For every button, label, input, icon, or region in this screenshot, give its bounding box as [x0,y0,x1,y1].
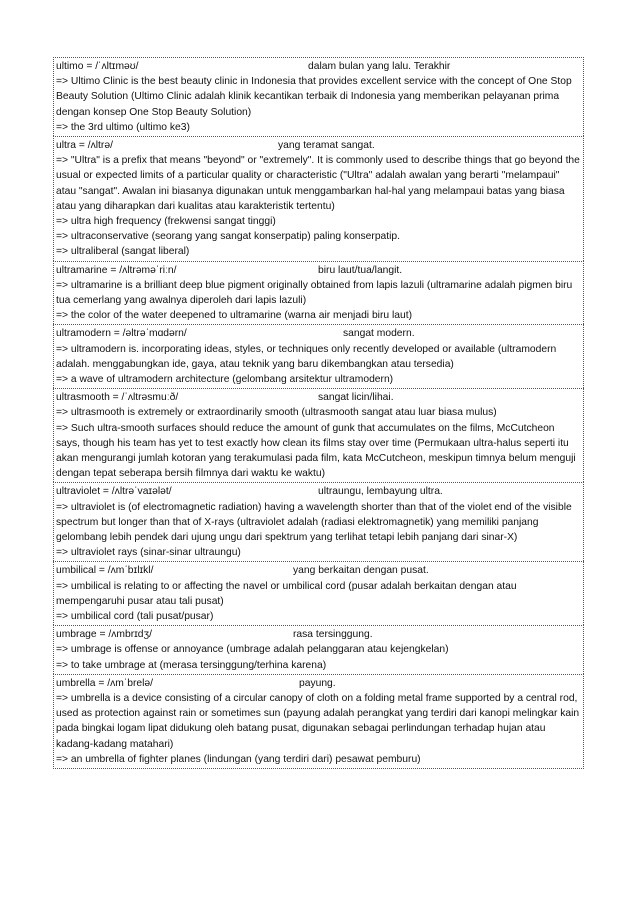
example-line: => ultramarine is a brilliant deep blue pigment originally obtained from lapis lazuli (ultramarine adalah pigmen biru tua cemerlang yang awalnya diperoleh dari lapis lazuli) [56,279,573,306]
headword: ultramarine = /ʌltrəməˈriːn/ [56,264,177,276]
example-line: => to take umbrage at (merasa tersinggung/terhina karena) [56,659,327,671]
headword: ultimo = /ˈʌltɪməʊ/ [56,61,139,72]
example-line: => ultra high frequency (frekwensi sangat tinggi) [56,216,276,227]
meaning: sangat licin/lihai. [318,392,394,404]
entry-header [56,484,581,499]
headword: ultraviolet = /ʌltrəˈvaɪələt/ [56,486,172,498]
example-line: => ultraviolet is (of electromagnetic radiation) having a wavelength shorter than that of the violet end of the visible spectrum but longer than that of X-rays (ultraviolet adalah (radiasi elektromagnetik) yang memiliki panjang gelombang lebih pendek dari ujung ungu dari spektrum yang terlihat tetapi lebih panjang dari sinar-X) [56,501,572,543]
example-line: => Such ultra-smooth surfaces should reduce the amount of gunk that accumulates on the films, McCutcheon says, though his team has yet to test exactly how clean its films stay over time (Permukaan ultra-halus seperti itu akan mengurangi jumlah kotoran yang terakumulasi pada film, kata McCutcheon, meskipun timnya belum menguji dengan tepat seberapa bersih filmnya dari waktu ke waktu) [56,422,576,480]
example-line: => the 3rd ultimo (ultimo ke3) [56,121,190,133]
headword: ultrasmooth = /ˈʌltrəsmuːð/ [56,392,179,404]
entry-ultraviolet [53,482,584,561]
entry-umbrella [53,674,584,769]
entry-ultra [53,136,584,261]
headword: ultramodern = /əltrəˈmɑdərn/ [56,328,187,340]
entry-header [56,627,581,642]
headword: umbrella = /ʌmˈbrelə/ [56,677,153,689]
entry-umbrage [53,625,584,674]
entry-header [56,59,581,74]
entry-header [56,390,581,405]
entry-umbilical [53,561,584,625]
entry-ultrasmooth [53,388,584,482]
meaning: rasa tersinggung. [293,629,373,641]
example-line: => "Ultra" is a prefix that means "beyond" or "extremely". It is commonly used to describe things that go beyond the usual or expected limits of a particular quality or characteristic ("Ultra" adalah awalan yang berarti "melampaui" atau "sangat". Awalan ini biasanya digunakan untuk menggambarkan hal-hal yang melampaui batas yang biasa atau yang diharapkan dari kualitas atau karakteristik tertentu) [56,155,580,212]
example-line: => umbilical is relating to or affecting the navel or umbilical cord (pusar adalah berkaitan dengan atau mempengaruhi pusar atau tali pusat) [56,580,517,607]
entry-ultimo [53,57,584,136]
example-line: => a wave of ultramodern architecture (gelombang arsitektur ultramodern) [56,374,394,385]
example-line: => the color of the water deepened to ultramarine (warna air menjadi biru laut) [56,310,413,322]
headword: ultra = /ʌltrə/ [56,140,113,151]
meaning: yang teramat sangat. [278,140,375,151]
headword: umbrage = /ʌmbrɪdʒ/ [56,629,152,641]
entry-ultramodern [53,324,584,388]
example-line: => ultramodern is. incorporating ideas, styles, or techniques only recently developed or available (ultramodern adalah. menggabungkan ide, gaya, atau teknik yang baru dikembangkan atau tersedia) [56,343,557,370]
meaning: biru laut/tua/langit. [318,264,403,276]
example-line: => ultraliberal (sangat liberal) [56,246,190,258]
dictionary-page [53,57,584,769]
entry-header [56,676,581,691]
entry-header [56,326,581,341]
meaning: sangat modern. [343,328,415,340]
example-line: => Ultimo Clinic is the best beauty clinic in Indonesia that provides excellent service with the concept of One Stop Beauty Solution (Ultimo Clinic adalah klinik kecantikan terbaik di Indonesia yang memberikan pelayanan prima dengan konsep One Stop Beauty Solution) [56,76,572,118]
example-line: => ultraconservative (seorang yang sangat konserpatip) paling konserpatip. [56,231,401,243]
example-line: => ultrasmooth is extremely or extraordinarily smooth (ultrasmooth sangat atau luar biasa mulus) [56,407,497,419]
headword: umbilical = /ʌmˈbɪlɪkl/ [56,565,154,577]
example-line: => umbrella is a device consisting of a circular canopy of cloth on a folding metal frame supported by a central rod, used as protection against rain or sometimes sun (payung adalah perangkat yang terdiri dari kanopi melingkar kain pada bingkai logam lipat didukung oleh batang pusat, digunakan sebagai perlindungan terhadap hujan atau kadang-kadang matahari) [56,692,580,750]
meaning: dalam bulan yang lalu. Terakhir [308,61,451,72]
entry-ultramarine [53,261,584,325]
example-line: => umbilical cord (tali pusat/pusar) [56,611,214,622]
example-line: => an umbrella of fighter planes (lindungan (yang terdiri dari) pesawat pemburu) [56,753,421,765]
example-line: => umbrage is offense or annoyance (umbrage adalah pelanggaran atau kejengkelan) [56,644,449,656]
entry-header [56,138,581,153]
entry-header [56,563,581,578]
meaning: yang berkaitan dengan pusat. [293,565,429,577]
example-line: => ultraviolet rays (sinar-sinar ultraungu) [56,547,241,559]
entry-header [56,263,581,278]
meaning: ultraungu, lembayung ultra. [318,486,443,498]
meaning: payung. [299,677,336,689]
